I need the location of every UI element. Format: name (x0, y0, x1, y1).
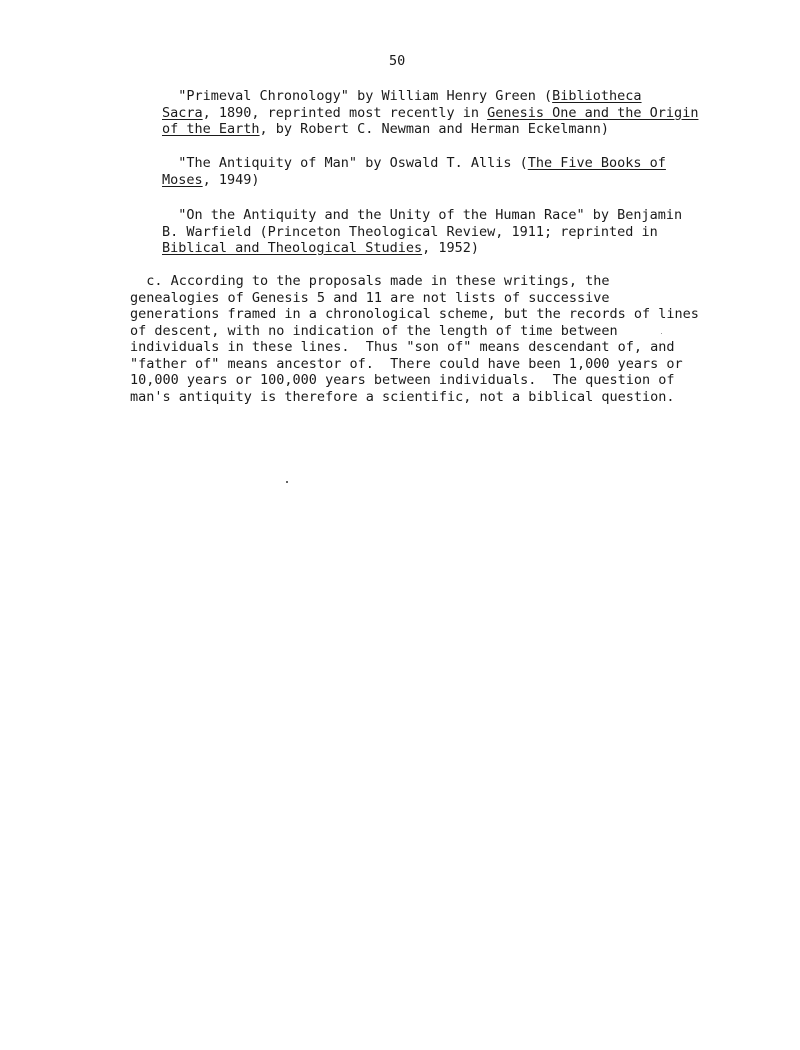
reference-text: , 1890, reprinted most recently in (202, 104, 488, 121)
paragraph-line: individuals in these lines. Thus "son of" means descendant of, and (130, 339, 675, 355)
underlined-title: Bibliotheca (552, 88, 642, 104)
underlined-title: Genesis One and the Origin (487, 104, 699, 121)
reference-text: , 1949) (202, 171, 260, 188)
reference-text: "The Antiquity of Man" by Oswald T. Allis ( (162, 155, 528, 171)
reference-warfield (162, 207, 682, 257)
underlined-title: Sacra (162, 104, 203, 121)
paragraph-line: c. According to the proposals made in these writings, the (130, 273, 610, 289)
reference-line (162, 240, 682, 257)
paragraph-line: of descent, with no indication of the length of time between (130, 322, 618, 339)
reference-line (162, 88, 698, 105)
underlined-title: The Five Books of (527, 155, 666, 171)
paragraph-c (130, 273, 699, 405)
reference-line (162, 224, 682, 241)
reference-text: B. Warfield (Princeton Theological Review, 1911; reprinted in (162, 223, 658, 240)
reference-line (162, 121, 698, 138)
reference-text: "Primeval Chronology" by William Henry Green ( (162, 88, 553, 104)
page-number: 50 (389, 53, 406, 69)
reference-text: , by Robert C. Newman and Herman Eckelmann) (259, 121, 610, 137)
reference-line (162, 105, 698, 122)
reference-line (162, 207, 682, 224)
paragraph-line: man's antiquity is therefore a scientific, not a biblical question. (130, 388, 675, 405)
reference-text: "On the Antiquity and the Unity of the Human Race" by Benjamin (162, 207, 683, 223)
underlined-title: of the Earth (162, 121, 260, 137)
paragraph-line: "father of" means ancestor of. There could have been 1,000 years or (130, 355, 683, 372)
reference-line (162, 155, 666, 172)
underlined-title: Moses (162, 171, 203, 188)
reference-allis (162, 155, 666, 188)
paragraph-line: generations framed in a chronological scheme, but the records of lines (130, 306, 699, 322)
reference-green (162, 88, 698, 138)
underlined-title: Biblical and Theological Studies (162, 240, 423, 256)
paragraph-line: genealogies of Genesis 5 and 11 are not lists of successive (130, 289, 610, 306)
paragraph-line: 10,000 years or 100,000 years between individuals. The question of (130, 372, 675, 388)
stray-mark (286, 481, 288, 483)
scan-speck (661, 333, 662, 334)
reference-line (162, 172, 666, 189)
reference-text: , 1952) (422, 240, 479, 256)
